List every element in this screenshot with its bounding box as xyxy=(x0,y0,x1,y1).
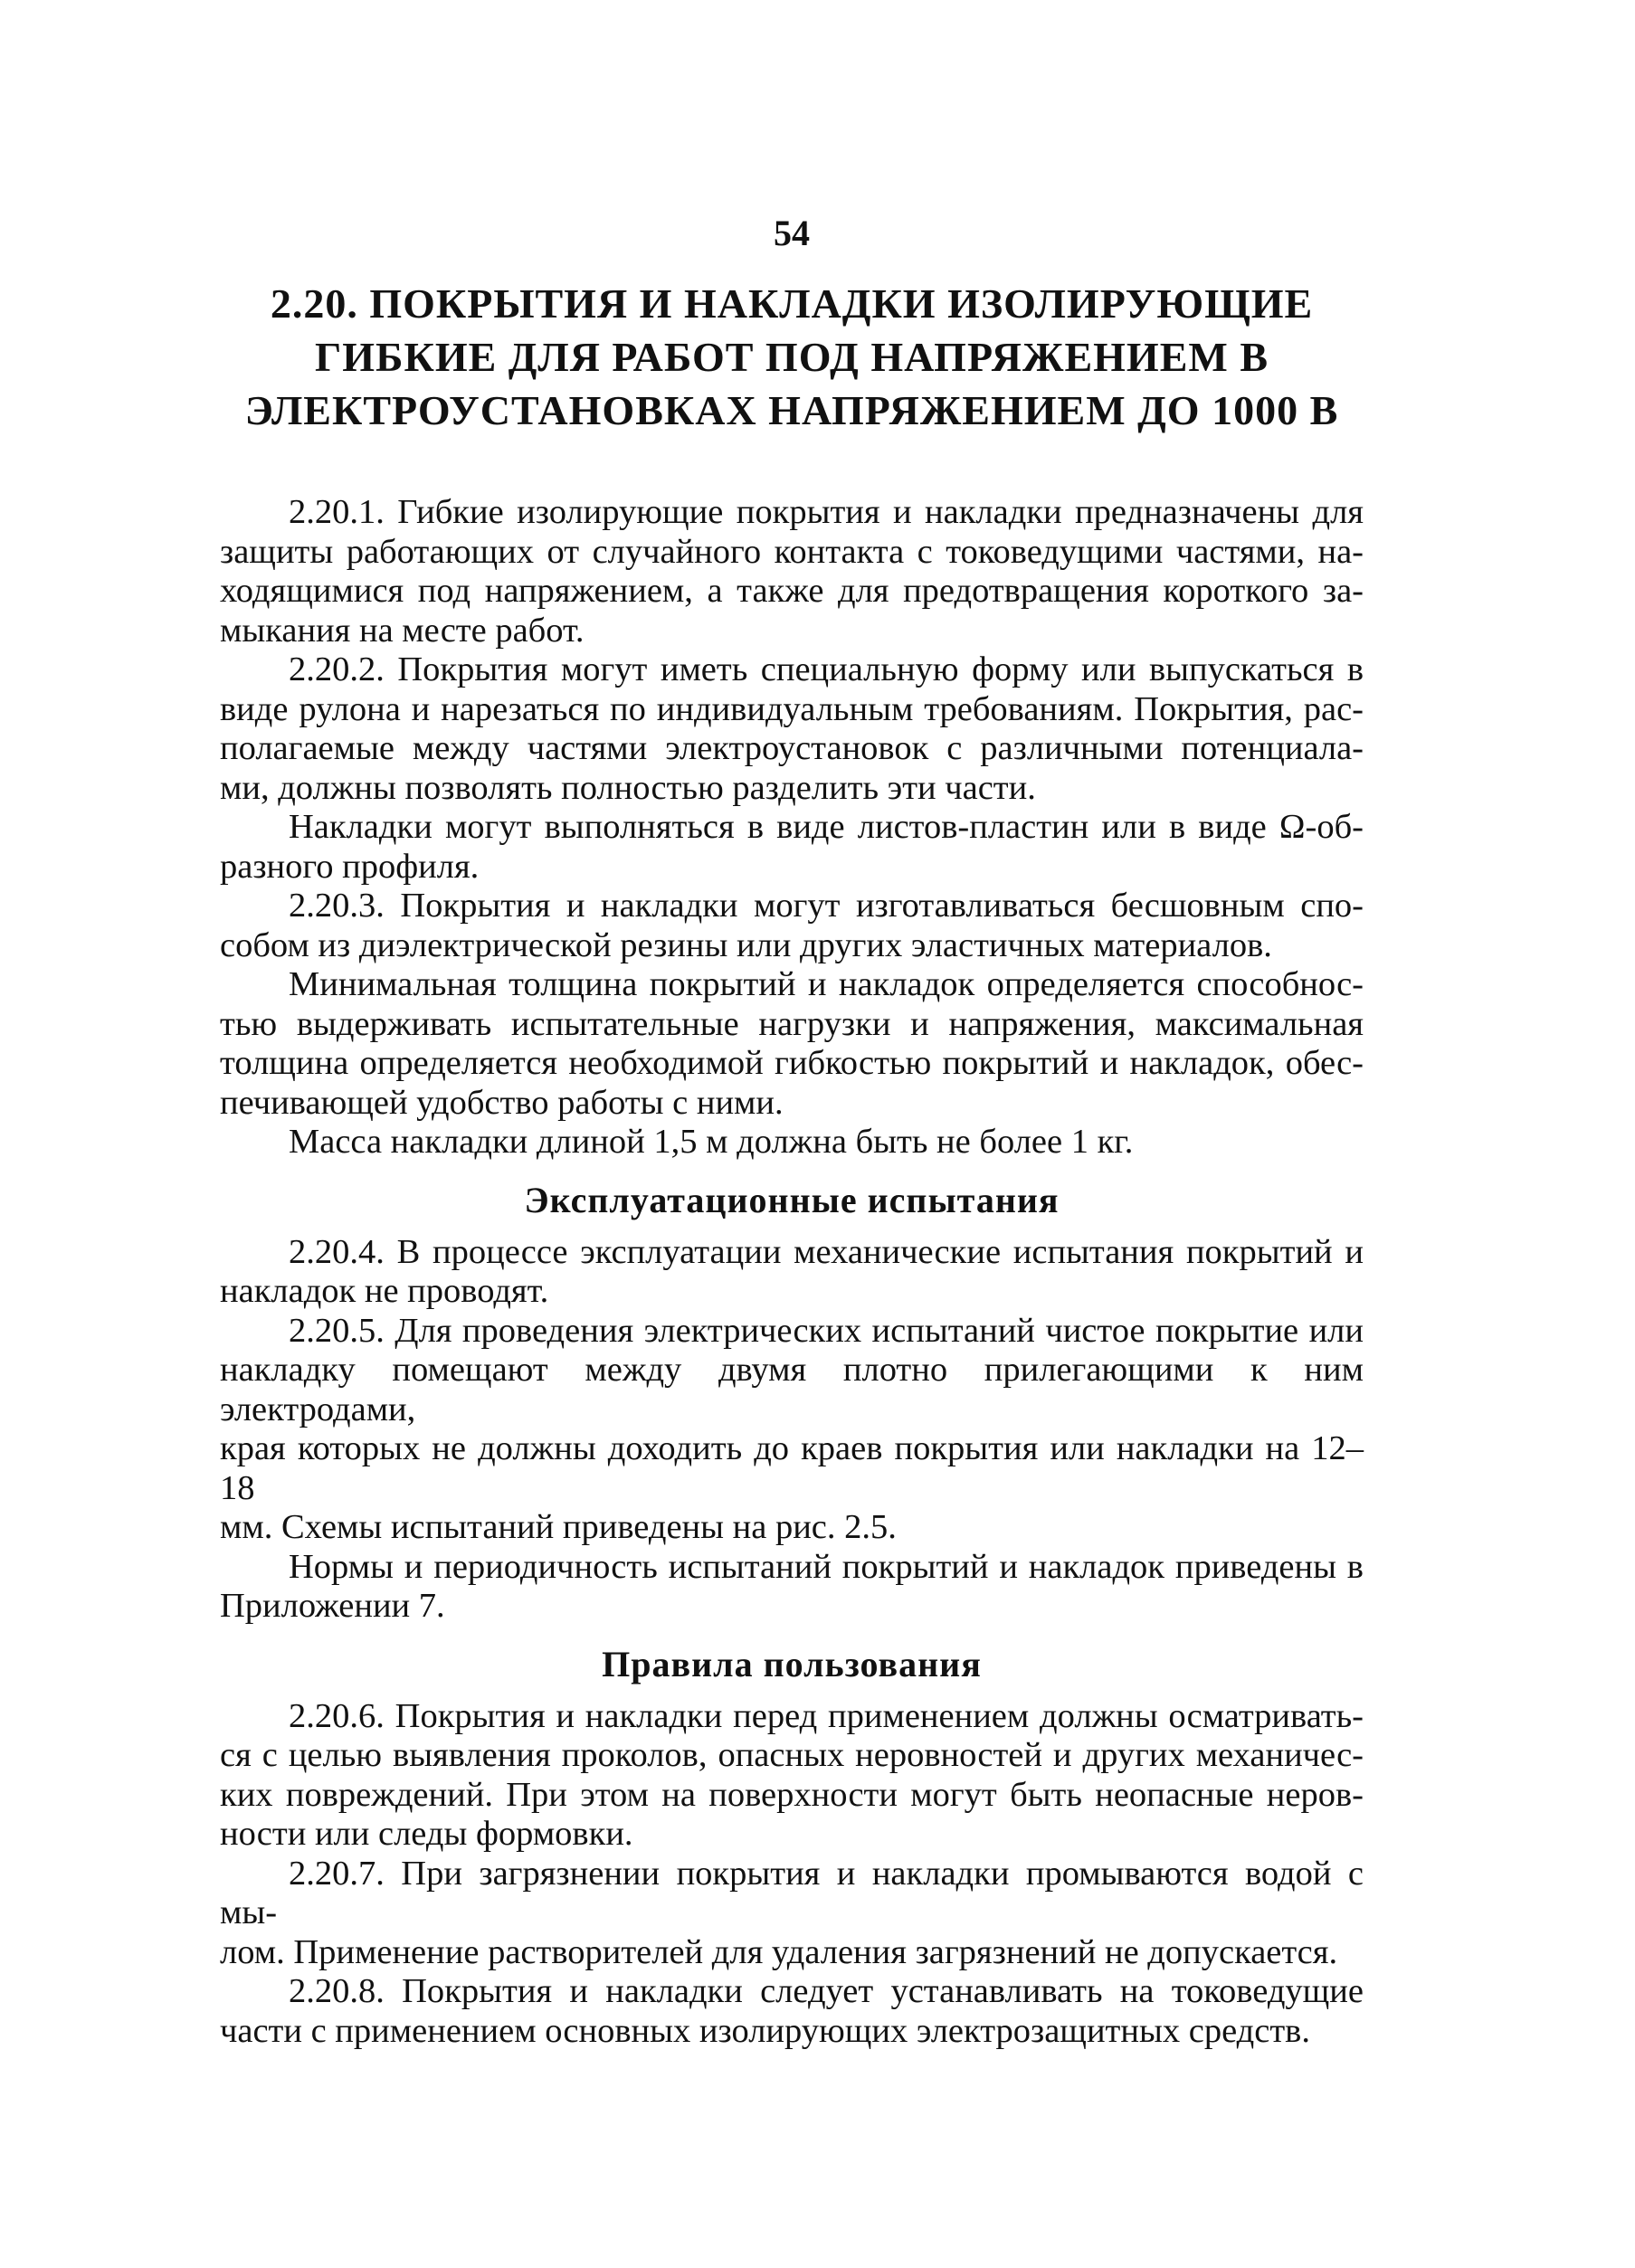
paragraph-2-20-3 xyxy=(220,887,1364,965)
chapter-title xyxy=(220,277,1364,437)
text-line: толщина определяется необходимой гибкостью покрытий и накладок, обес- xyxy=(220,1044,1364,1082)
text-line: Приложении 7. xyxy=(220,1587,445,1625)
text-line: 2.20.7. При загрязнении покрытия и накладки промываются водой с мы- xyxy=(220,1854,1364,1931)
text-line: 2.20.3. Покрытия и накладки могут изготавливаться бесшовным спо- xyxy=(289,887,1364,925)
paragraph-2-20-2 xyxy=(220,650,1364,808)
text-line: Нормы и периодичность испытаний покрытий и накладок приведены в xyxy=(289,1547,1364,1586)
subheading-usage-rules: Правила пользования xyxy=(602,1643,982,1684)
text-line: края которых не должны доходить до краев покрытия или накладки на 12–18 xyxy=(220,1429,1364,1507)
paragraph-2-20-1 xyxy=(220,493,1364,650)
text-line: мыкания на месте работ. xyxy=(220,611,585,650)
paragraph-thickness xyxy=(220,965,1364,1123)
text-line: 2.20.8. Покрытия и накладки следует устанавливать на токоведущие xyxy=(289,1972,1364,2010)
text-line: ходящимися под напряжением, а также для предотвращения короткого за- xyxy=(220,572,1364,610)
chapter-title-line: ЭЛЕКТРОУСТАНОВКАХ НАПРЯЖЕНИЕМ ДО 1000 В xyxy=(244,387,1339,433)
chapter-title-line: 2.20. ПОКРЫТИЯ И НАКЛАДКИ ИЗОЛИРУЮЩИЕ xyxy=(270,280,1314,327)
paragraph-2-20-6 xyxy=(220,1697,1364,1855)
paragraph-2-20-7 xyxy=(220,1855,1364,1973)
text-line: лом. Применение растворителей для удаления загрязнений не допускается. xyxy=(220,1932,1338,1971)
paragraph-mass xyxy=(220,1123,1364,1162)
text-line: Минимальная толщина покрытий и накладок определяется способнос- xyxy=(289,965,1364,1003)
subheading-operational-tests: Эксплуатационные испытания xyxy=(524,1179,1060,1220)
document-page xyxy=(220,208,1364,2051)
page-number: 54 xyxy=(774,213,810,253)
text-line: виде рулона и нарезаться по индивидуальным требованиям. Покрытия, рас- xyxy=(220,689,1364,728)
chapter-title-line: ГИБКИЕ ДЛЯ РАБОТ ПОД НАПРЯЖЕНИЕМ В xyxy=(315,334,1269,380)
paragraph-norms xyxy=(220,1548,1364,1627)
text-line: накладку помещают между двумя плотно прилегающими к ним электродами, xyxy=(220,1351,1364,1428)
paragraph-2-20-8 xyxy=(220,1972,1364,2051)
text-line: накладок не проводят. xyxy=(220,1272,549,1310)
text-line: мм. Схемы испытаний приведены на рис. 2.5. xyxy=(220,1508,897,1546)
paragraph-overlays-form xyxy=(220,808,1364,887)
text-line: тью выдерживать испытательные нагрузки и напряжения, максимальная xyxy=(220,1004,1364,1043)
text-line: части с применением основных изолирующих электрозащитных средств. xyxy=(220,2011,1310,2050)
paragraph-2-20-5 xyxy=(220,1312,1364,1548)
text-line: ких повреждений. При этом на поверхности могут быть неопасные неров- xyxy=(220,1775,1364,1814)
text-line: защиты работающих от случайного контакта с токоведущими частями, на- xyxy=(220,532,1364,571)
text-line: 2.20.1. Гибкие изолирующие покрытия и накладки предназначены для xyxy=(289,493,1364,531)
text-line: 2.20.5. Для проведения электрических испытаний чистое покрытие или xyxy=(289,1311,1364,1350)
text-line: 2.20.4. В процессе эксплуатации механические испытания покрытий и xyxy=(289,1232,1364,1271)
text-line: печивающей удобство работы с ними. xyxy=(220,1083,784,1122)
text-line: Масса накладки длиной 1,5 м должна быть не более 1 кг. xyxy=(289,1123,1134,1161)
text-line: разного профиля. xyxy=(220,847,480,886)
text-line: 2.20.2. Покрытия могут иметь специальную форму или выпускаться в xyxy=(289,650,1364,688)
text-line: ми, должны позволять полностью разделить эти части. xyxy=(220,768,1036,807)
paragraph-2-20-4 xyxy=(220,1233,1364,1312)
text-line: полагаемые между частями электроустановок с различными потенциала- xyxy=(220,729,1364,767)
text-line: ности или следы формовки. xyxy=(220,1815,633,1853)
text-line: 2.20.6. Покрытия и накладки перед применением должны осматривать- xyxy=(289,1696,1364,1735)
text-line: собом из диэлектрической резины или других эластичных материалов. xyxy=(220,925,1272,964)
text-line: Накладки могут выполняться в виде листов-пластин или в виде Ω-об- xyxy=(289,808,1364,846)
text-line: ся с целью выявления проколов, опасных неровностей и других механичес- xyxy=(220,1736,1364,1774)
